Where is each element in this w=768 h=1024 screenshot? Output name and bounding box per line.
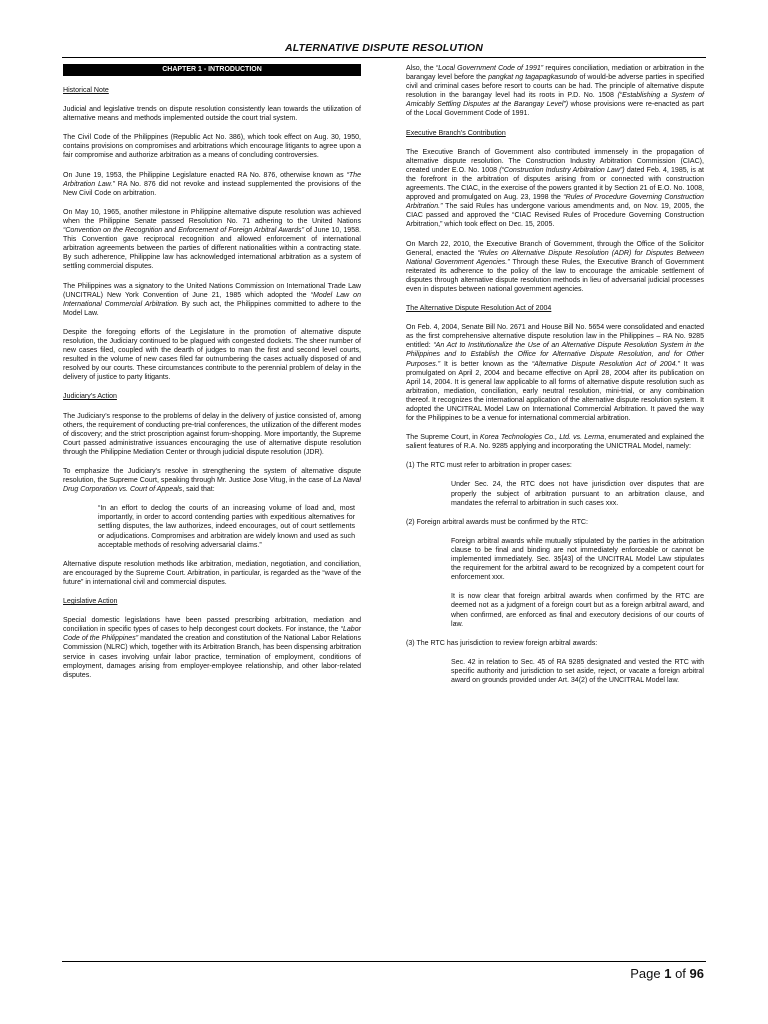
paragraph: Despite the foregoing efforts of the Legislature in the promotion of alternative dispute resolution, the Judiciary continued to be plagued with congested dockets. The sheer number of new cases filed, coupled with the dearth of judges to man the first and second level courts, resulted in the volume of new cases filed far outnumbering the cases actually disposed of and resolved by our courts. These circumstances contribute to the perennial problem of delay in the delivery of justice to party litigants. bbox=[63, 328, 361, 382]
right-column bbox=[406, 64, 704, 695]
section-heading-adr-act: The Alternative Dispute Resolution Act of 2004 bbox=[406, 305, 552, 313]
paragraph: Judicial and legislative trends on dispute resolution consistently lean towards the utilization of alternative means and methods implemented outside the court trial system. bbox=[63, 106, 361, 123]
section-heading-legislative: Legislative Action bbox=[63, 598, 118, 606]
paragraph: Alternative dispute resolution methods like arbitration, mediation, negotiation, and conciliation, are encouraged by the Supreme Court. Arbitration, in particular, is regarded as the “wave of the future” in international civil and commercial disputes. bbox=[63, 560, 361, 586]
page-number: Page 1 of 96 bbox=[630, 966, 704, 981]
paragraph: The Philippines was a signatory to the United Nations Commission on International Trade Law (UNCITRAL) New York Convention of June 21, 1985 which adopted the “Model Law on International Commercial Arbitration. By such act, the Philippines committed to adhere to the Model Law. bbox=[63, 282, 361, 317]
paragraph: Also, the “Local Government Code of 1991” requires conciliation, mediation or arbitration in the barangay level before the pangkat ng tagapagkasundo of would-be adverse parties in specified civil and criminal cases before resort to courts can be had. The principle of alternative dispute resolution in the barangay level had its roots in P.D. No. 1508 (“Establishing a System of Amicably Settling Disputes at the Barangay Level”) whose provisions were re-enacted as part of the Local Government Code of 1991. bbox=[406, 65, 704, 118]
paragraph: On March 22, 2010, the Executive Branch of Government, through the Office of the Solicitor General, enacted the “Rules on Alternative Dispute Resolution (ADR) for Disputes Between National Government Agencies.” Through these Rules, the Executive Branch of Government reiterated its adherence to the policy of the law to encourage the amicable settlement of disputes through alternative dispute resolution methods in lieu of adversarial judicial processes even in disputes between national government agencies. bbox=[406, 240, 705, 293]
footer-rule bbox=[62, 961, 706, 962]
paragraph: On June 19, 1953, the Philippine Legislature enacted RA No. 876, otherwise known as “The Arbitration Law.” RA No. 876 did not revoke and instead supplemented the provisions of the New Civil Code on arbitration. bbox=[63, 171, 362, 197]
block-quote: It is now clear that foreign arbitral awards when confirmed by the RTC are deemed not as a judgment of a foreign court but as a foreign arbitral award, and when confirmed, are enforced as final and executory decisions of our courts of law. bbox=[451, 593, 704, 628]
header-rule bbox=[62, 57, 706, 58]
section-heading-executive: Executive Branch’s Contribution bbox=[406, 129, 506, 137]
block-quote: Foreign arbitral awards while mutually stipulated by the parties in the arbitration clause to be final and binding are not immediately enforceable or cannot be implemented immediately. Sec. 35[43] of the UNCITRAL Model Law stipulates the requirement for the arbitral award to be recognized by a competent court for enforcement xxx. bbox=[451, 537, 704, 582]
paragraph: Special domestic legislations have been passed prescribing arbitration, mediation and conciliation in specific types of cases to help decongest court dockets. For instance, the “Labor Code of the Philippines” mandated the creation and constitution of the National Labor Relations Commission (NLRC) which, together with its Arbitration Branch, has been dispensing arbitration service in cases involving unfair labor practice, termination of employment, conditions of employment, damages arising from employer-employee relationship, and other labor-related disputes. bbox=[63, 617, 362, 679]
section-heading-historical: Historical Note bbox=[63, 87, 109, 94]
list-item: (3) The RTC has jurisdiction to review foreign arbitral awards: bbox=[406, 639, 598, 647]
paragraph: The Judiciary’s response to the problems of delay in the delivery of justice consisted of, among others, the requirement of conducting pre-trial conferences, the utilization of the different modes of discovery; and the strict proscription against forum-shopping. More importantly, the Supreme Court passed administrative issuances encouraging the use of alternative dispute resolution through the Philippine Mediation Center or through judicial dispute resolution (JDR). bbox=[63, 412, 361, 456]
section-heading-judiciary: Judiciary’s Action bbox=[63, 393, 117, 401]
paragraph: The Civil Code of the Philippines (Republic Act No. 386), which took effect on Aug. 30, 1950, contains provisions on compromises and arbitrations which encourage litigants to agree upon a fair compromise and authorize arbitration as a means of concluding controversies. bbox=[63, 134, 361, 160]
document-title: ALTERNATIVE DISPUTE RESOLUTION bbox=[284, 42, 484, 54]
paragraph: On May 10, 1965, another milestone in Philippine alternative dispute resolution was achieved when the Philippine Senate passed Resolution No. 71 adhering to the United Nations “Convention on the Recognition and Enforcement of Foreign Arbitral Awards” of June 10, 1958. This Convention gave reciprocal recognition and allowed enforcement of international arbitration agreements between the parties of different nationalities within a contracting state. By such adherence, Philippine law has acknowledged international arbitration as a system of settling commercial disputes. bbox=[63, 208, 362, 271]
list-item: (2) Foreign arbitral awards must be confirmed by the RTC: bbox=[406, 518, 588, 526]
chapter-heading: CHAPTER 1 - INTRODUCTION bbox=[63, 64, 361, 76]
paragraph: The Supreme Court, in Korea Technologies Co., Ltd. vs. Lerma, enumerated and explained the salient features of R.A. No. 9285 applying and incorporating the UNICTRAL Model, namely: bbox=[406, 434, 704, 451]
paragraph: On Feb. 4, 2004, Senate Bill No. 2671 and House Bill No. 5654 were consolidated and enacted as the first comprehensive alternative dispute resolution law in the Philippines – RA No. 9285 entitled: “An Act to Institutionalize the Use of an Alternative Dispute Resolution System in the Philippines and to Establish the Office for Alternative Dispute Resolution, and for Other Purposes.” It is better known as the “Alternative Dispute Resolution Act of 2004.” It was promulgated on April 2, 2004 and became effective on April 28, 2004 after its publication on April 14, 2004. It is general law applicable to all forms of alternative dispute resolution such as arbitration, mediation, conciliation, early neutral resolution, mini-trial, or any combination thereof. It recognizes the international application of the alternative dispute resolution system. It adopted the UNCITRAL Model Law on International Commercial Arbitration. It paved the way for the Philippines to be a venue for international commercial arbitration. bbox=[406, 324, 705, 423]
block-quote: Sec. 42 in relation to Sec. 45 of RA 9285 designated and vested the RTC with specific authority and jurisdiction to set aside, reject, or vacate a foreign arbitral award on grounds provided under Art. 34(2) of the UNCITRAL Model law. bbox=[451, 658, 704, 684]
block-quote: “In an effort to declog the courts of an increasing volume of load and, most importantly, in order to accord contending parties with expeditious alternatives for settling disputes, the law authorizes, indeed encourages, out of court settlements or adjudications. Compromises and arbitration are widely known and used as such acceptable methods of resolving adversarial claims.” bbox=[98, 505, 355, 549]
block-quote: Under Sec. 24, the RTC does not have jurisdiction over disputes that are properly the subject of arbitration pursuant to an arbitration clause, and mandates the referral to arbitration in such cases xxx. bbox=[451, 481, 704, 507]
list-item: (1) The RTC must refer to arbitration in proper cases: bbox=[406, 462, 572, 470]
left-column bbox=[63, 64, 361, 690]
paragraph: The Executive Branch of Government also contributed immensely in the propagation of alternative dispute resolution. The Construction Industry Arbitration Commission (CIAC), created under E.O. No. 1008 (“Construction Industry Arbitration Law”) dated Feb. 4, 1985, is at the forefront in the arbitration of disputes arising from or connected with construction agreements. The CIAC, in the exercise of the powers granted it by Section 21 of E.O. No. 1008, approved and promulgated on Aug. 23, 1998 the “Rules of Procedure Governing Construction Arbitration.” The said Rules has undergone various amendments and, on Nov. 19, 2005, the CIAC passed and approved the “CIAC Revised Rules of Procedure Governing Construction Arbitration,” which took effect on Dec. 15, 2005. bbox=[406, 148, 704, 229]
paragraph: To emphasize the Judiciary’s resolve in strengthening the system of alternative dispute resolution, the Supreme Court, speaking through Mr. Justice Jose Vitug, in the case of La Naval Drug Corporation vs. Court of Appeals, said that: bbox=[63, 468, 362, 494]
